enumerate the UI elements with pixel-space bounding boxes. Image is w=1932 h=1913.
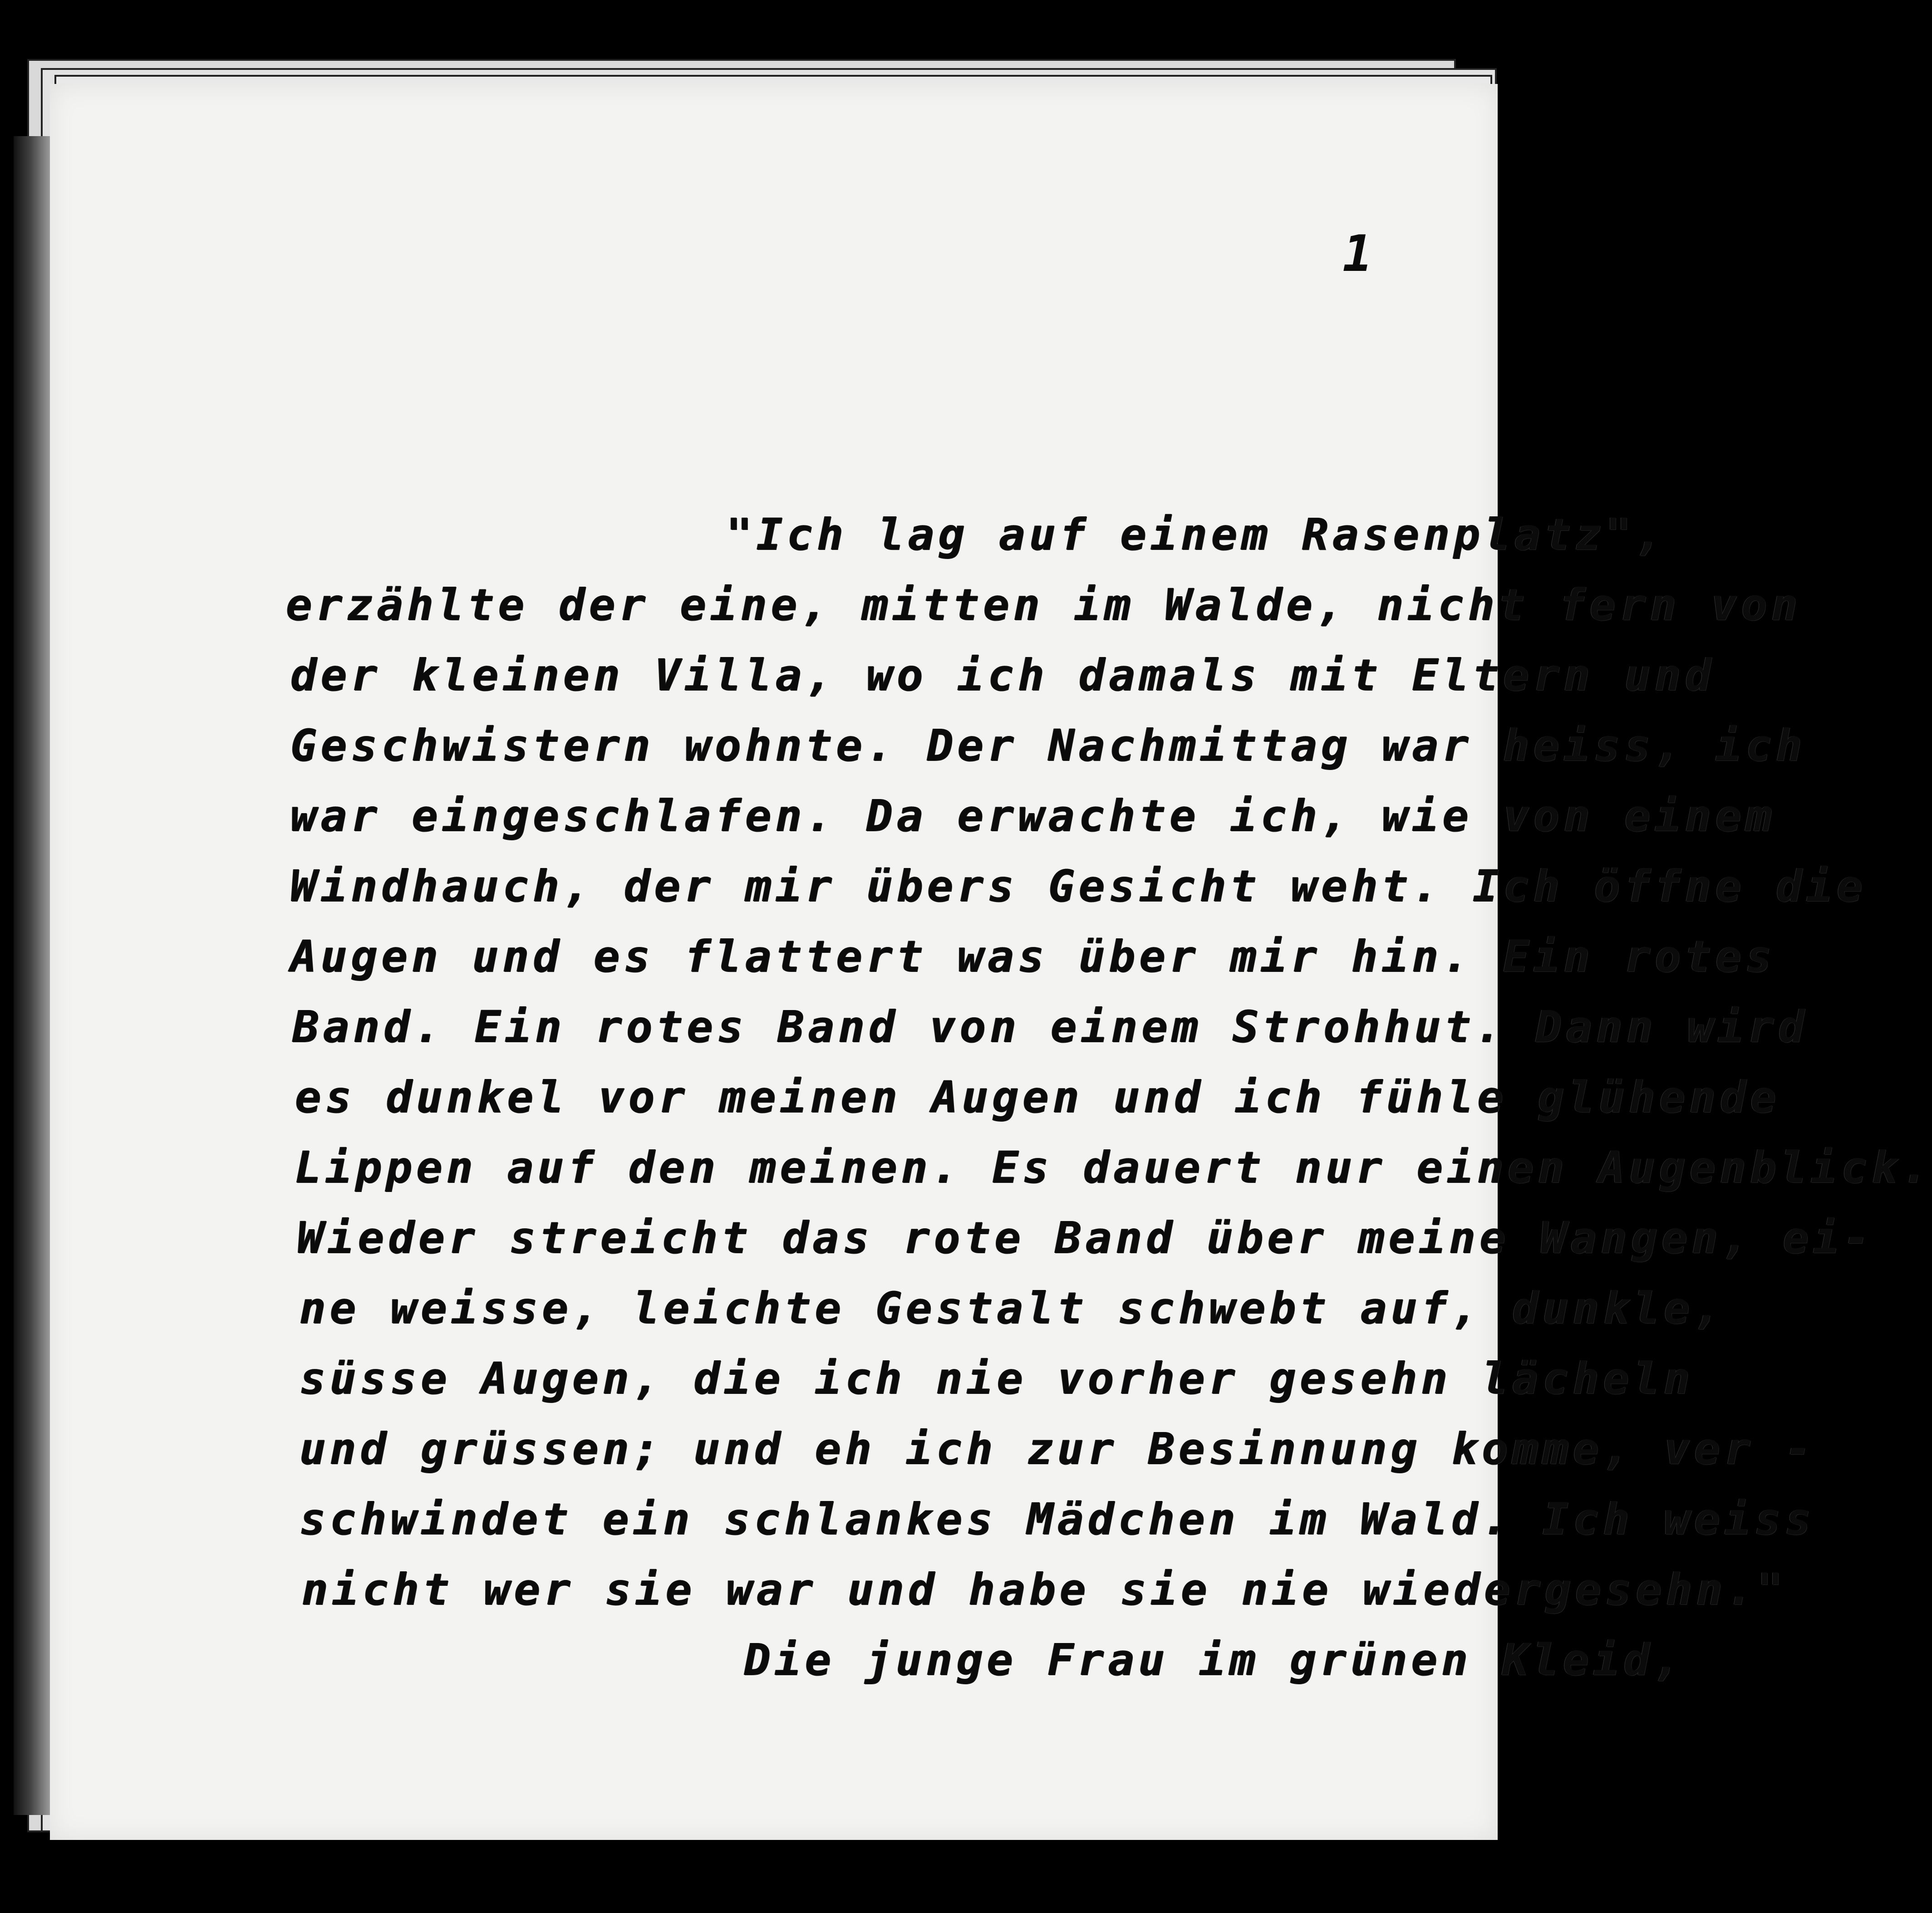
text-line: Windhauch, der mir übers Gesicht weht. Ich öffne die — [290, 861, 1867, 912]
text-line: der kleinen Villa, wo ich damals mit Eltern und — [290, 650, 1716, 701]
text-line: es dunkel vor meinen Augen und ich fühle glühende — [295, 1072, 1781, 1123]
text-line: süsse Augen, die ich nie vorher gesehn lächeln — [300, 1353, 1694, 1404]
text-line: Lippen auf den meinen. Es dauert nur einen Augenblick. — [295, 1142, 1932, 1193]
text-line: schwindet ein schlankes Mädchen im Wald. Ich weiss — [300, 1494, 1815, 1545]
text-line: Augen und es flattert was über mir hin. Ein rotes — [290, 931, 1776, 982]
page-number: 1 — [1342, 225, 1373, 283]
text-line: und grüssen; und eh ich zur Besinnung komme, ver - — [300, 1423, 1815, 1474]
text-line: "Ich lag auf einem Rasenplatz", — [726, 509, 1666, 560]
text-line: Band. Ein rotes Band von einem Strohhut. Dann wird — [293, 1001, 1809, 1052]
text-line: war eingeschlafen. Da erwachte ich, wie von einem — [290, 790, 1776, 841]
text-line: Wieder streicht das rote Band über meine Wangen, ei- — [297, 1212, 1874, 1263]
text-line: Geschwistern wohnte. Der Nachmittag war heiss, ich — [290, 720, 1806, 771]
text-line: ne weisse, leichte Gestalt schwebt auf, dunkle, — [300, 1283, 1725, 1334]
text-line: nicht wer sie war und habe sie nie wiedergesehn." — [302, 1564, 1788, 1615]
typewritten-page — [50, 84, 1932, 1840]
text-line: erzählte der eine, mitten im Walde, nicht fern von — [286, 579, 1802, 630]
body-text — [50, 84, 1932, 1840]
text-line: Die junge Frau im grünen Kleid, — [744, 1634, 1684, 1685]
